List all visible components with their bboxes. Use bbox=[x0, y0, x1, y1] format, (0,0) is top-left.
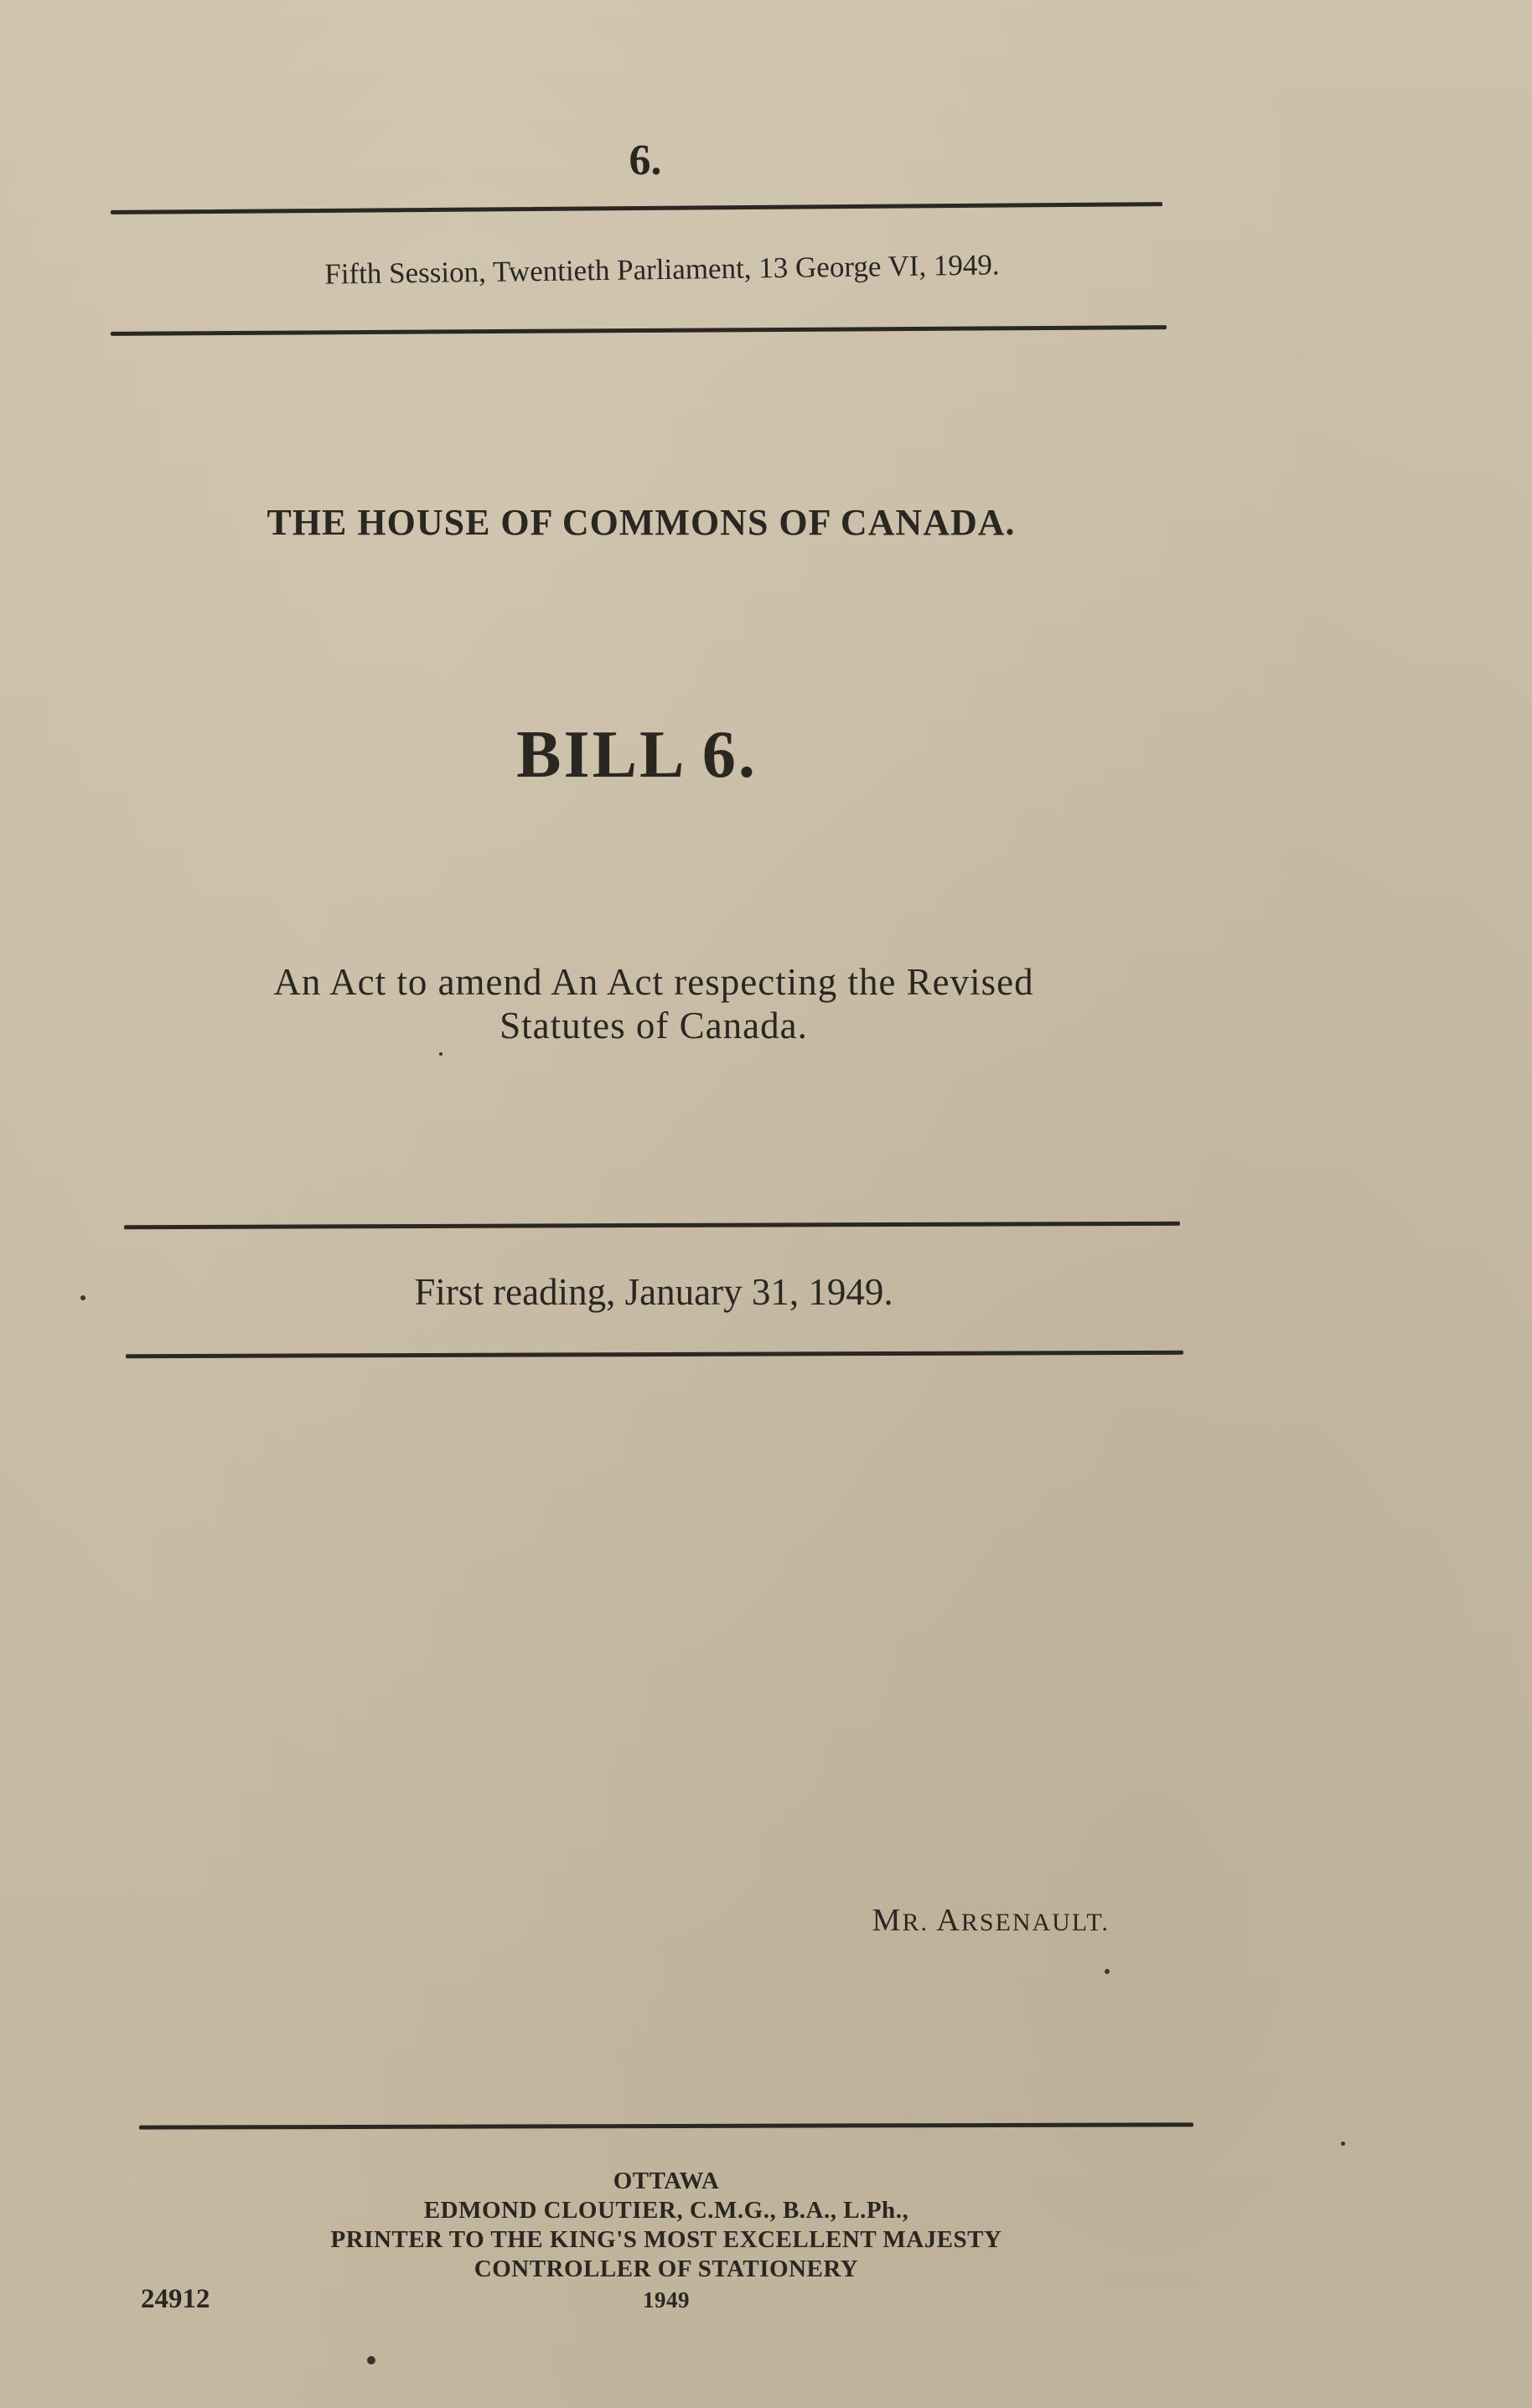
paper-speck bbox=[1341, 2142, 1345, 2146]
first-reading-line: First reading, January 31, 1949. bbox=[414, 1271, 893, 1313]
act-title-line-1: An Act to amend An Act respecting the Revised bbox=[273, 961, 1034, 1003]
reading-rule-bottom bbox=[126, 1351, 1183, 1358]
page-number: 6. bbox=[629, 137, 662, 184]
sponsor-name-initial: A bbox=[936, 1903, 961, 1938]
house-title: THE HOUSE OF COMMONS OF CANADA. bbox=[267, 502, 1016, 543]
imprint-year: 1949 bbox=[643, 2287, 690, 2312]
paper-speck bbox=[367, 2356, 375, 2364]
top-rule-2 bbox=[111, 325, 1167, 336]
bill-sponsor bbox=[872, 1902, 1110, 1939]
reading-rule-top bbox=[124, 1222, 1180, 1229]
paper-speck bbox=[80, 1295, 85, 1300]
sponsor-name-rest: RSENAULT. bbox=[960, 1909, 1110, 1936]
imprint-printer-title: PRINTER TO THE KING'S MOST EXCELLENT MAJESTY bbox=[330, 2226, 1002, 2253]
imprint-printer: EDMOND CLOUTIER, C.M.G., B.A., L.Ph., bbox=[423, 2197, 909, 2224]
imprint-rule bbox=[139, 2122, 1193, 2129]
imprint-office: CONTROLLER OF STATIONERY bbox=[474, 2256, 859, 2282]
document-number: 24912 bbox=[141, 2284, 210, 2314]
session-line: Fifth Session, Twentieth Parliament, 13 George VI, 1949. bbox=[324, 248, 1000, 291]
sponsor-prefix-rest: R. bbox=[902, 1909, 929, 1936]
paper-speck bbox=[1105, 1969, 1110, 1974]
paper-speck bbox=[439, 1052, 443, 1056]
act-title-line-2: Statutes of Canada. bbox=[499, 1005, 808, 1046]
imprint-city: OTTAWA bbox=[613, 2168, 720, 2194]
sponsor-prefix-initial: M bbox=[872, 1903, 903, 1938]
bill-title: BILL 6. bbox=[516, 718, 758, 792]
top-rule-1 bbox=[111, 202, 1162, 214]
